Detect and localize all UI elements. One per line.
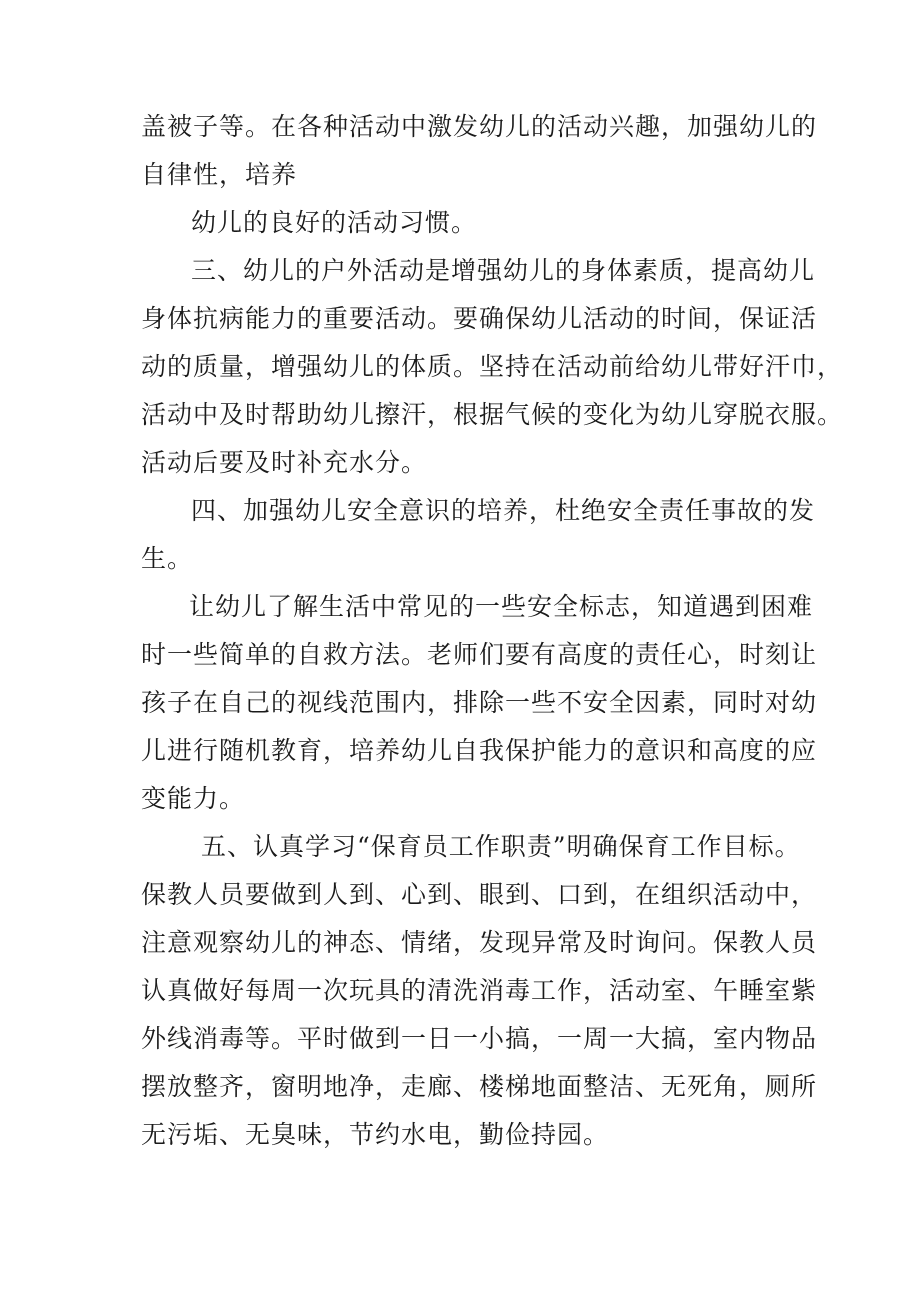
text-line: 变能力。 [141,784,246,813]
text-line: 盖被子等。在各种活动中激发幼儿的活动兴趣，加强幼儿的 [141,112,818,141]
text-line: 三、幼儿的户外活动是增强幼儿的身体素质，提高幼儿 [191,256,816,285]
text-line: 让幼儿了解生活中常见的一些安全标志，知道遇到困难 [189,592,814,621]
text-line: 活动中及时帮助幼儿擦汗，根据气候的变化为幼儿穿脱衣服。 [141,400,844,429]
text-line: 认真做好每周一次玩具的清洗消毒工作，活动室、午睡室紫 [141,976,818,1005]
text-line: 外线消毒等。平时做到一日一小搞，一周一大搞，室内物品 [141,1024,818,1053]
text-line: 摆放整齐，窗明地净，走廊、楼梯地面整洁、无死角，厕所 [141,1072,818,1101]
text-line: 幼儿的良好的活动习惯。 [191,208,478,237]
text-line: 时一些简单的自救方法。老师们要有高度的责任心，时刻让 [141,640,818,669]
text-line: 动的质量，增强幼儿的体质。坚持在活动前给幼儿带好汗巾， [141,352,844,381]
text-line: 无污垢、无臭味，节约水电，勤俭持园。 [141,1120,610,1149]
text-line: 自律性，培养 [141,160,298,189]
text-line: 孩子在自己的视线范围内，排除一些不安全因素，同时对幼 [141,688,818,717]
text-line: 生。 [141,544,194,573]
text-line: 四、加强幼儿安全意识的培养，杜绝安全责任事故的发 [191,496,816,525]
text-line: 儿进行随机教育，培养幼儿自我保护能力的意识和高度的应 [141,736,818,765]
text-line: 保教人员要做到人到、心到、眼到、口到，在组织活动中， [141,880,818,909]
text-line: 活动后要及时补充水分。 [141,448,428,477]
text-line: 五、认真学习“保育员工作职责”明确保育工作目标。 [201,832,801,861]
text-line: 身体抗病能力的重要活动。要确保幼儿活动的时间，保证活 [141,304,818,333]
text-line: 注意观察幼儿的神态、情绪，发现异常及时询问。保教人员 [141,928,818,957]
